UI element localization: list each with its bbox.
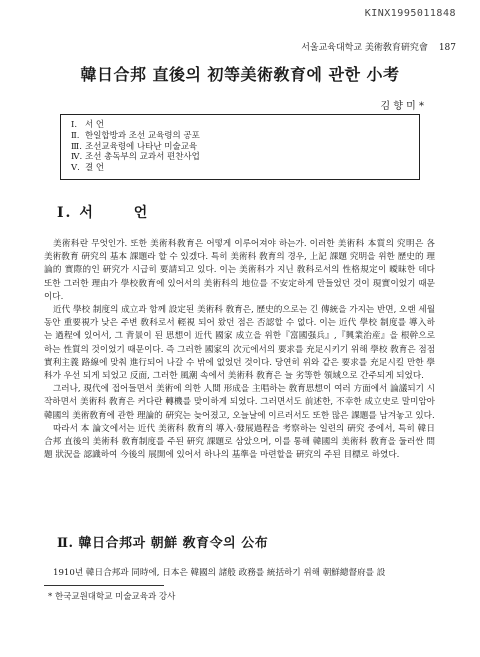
author-name: 김 향 미 * [380, 101, 424, 112]
section-1-body [44, 238, 435, 462]
section-2-heading [57, 532, 268, 551]
document-id: KINX1995011848 [364, 8, 456, 19]
footnote: * 한국교원대학교 미술교육과 강사 [48, 592, 176, 602]
section-2-number: Ⅱ. [57, 536, 74, 551]
running-head [301, 40, 456, 53]
paragraph: 그러나, 現代에 접어들면서 美術에 의한 人間 形成을 主唱하는 敎育思想이 여러 方面에서 論議되기 시작하면서 美術科 敎育은 커다란 轉機를 맞이하게 되었다. 그러면서도 前述한, 不幸한 成立史로 말미암아 韓國의 美術敎育에 관한 理論的 硏究는 늦어졌고, 오늘날에 이르러서도 또한 많은 課題를 남겨놓고 있다. [44, 384, 435, 421]
section-2-title: 韓日合邦과 朝鮮 敎育令의 公布 [78, 536, 269, 551]
toc-item: Ⅴ. 결 언 [71, 163, 105, 174]
table-of-contents [60, 114, 420, 180]
paper-title: 韓日合邦 直後의 初等美術敎育에 관한 小考 [80, 65, 400, 84]
toc-item: Ⅲ. 조선교육령에 나타난 미술교육 [71, 141, 198, 152]
section-2-body [44, 567, 435, 580]
section-1-heading [57, 202, 165, 222]
journal-name: 서울교육대학교 美術敎育硏究會 [301, 43, 428, 53]
toc-item: Ⅳ. 조선 총독부의 교과서 편찬사업 [71, 152, 200, 163]
footnote-divider [44, 585, 164, 586]
section-1-number: Ⅰ. [57, 205, 73, 221]
paragraph: 따라서 本 論文에서는 近代 美術科 敎育의 導入·發展過程을 考察하는 일련의 硏究 중에서, 특히 韓日合邦 直後의 美術科 敎育制度를 주된 硏究 課題로 삼았으며, 이를 통해 韓國의 美術科 敎育을 둘러싼 問題 狀況을 認識하여 今後의 展開에 있어서 하나의 基準을 마련할을 硏究의 주된 目標로 하였다. [44, 423, 435, 461]
section-1-title: 서 언 [79, 205, 166, 221]
paragraph: 1910년 韓日合邦과 同時에, 日本은 韓國의 諸般 政務를 統括하기 위해 朝鮮總督府를 設 [53, 568, 386, 578]
paragraph: 近代 學校 制度의 成立과 함께 設定된 美術科 敎育은, 歷史的으로는 긴 傳統을 가지는 반면, 오랜 세월 동안 重要視가 낮은 주변 敎科로서 輕視 되어 왔던 점은 否認할 수 없다. 이는 近代 學校 制度를 導入하는 過程에 있어서, 그 背景이 된 思想이 近代 國家 成立을 위한『富國强兵』,『興業治産』을 根幹으로 하는 性質의 것이었기 때문이다. 즉 그러한 國家의 次元에서의 要求를 充足시키기 위해 學校 敎育은 점점 實利主義 路線에 맞춰 進行되어 나갈 수 밖에 없었던 것이다. 당연히 위와 같은 要求를 充足시킬 만한 學科가 우선 되게 되었고 反面, 그러한 風潮 속에서 美術科 敎育은 늘 劣等한 領域으로 간주되게 되었다. [44, 305, 436, 382]
page-number: 187 [438, 43, 456, 53]
toc-item: Ⅱ. 한일합방과 조선 교육령의 공포 [71, 130, 200, 141]
toc-item: Ⅰ. 서 언 [71, 120, 105, 130]
paragraph: 美術科란 무엇인가. 또한 美術科敎育은 어떻게 이루어져야 하는가. 이러한 美術科 本質의 究明은 各 美術敎育 硏究의 基本 課題라 할 수 있겠다. 특히 美術科 敎育의 경우, 上記 課題 究明을 위한 歷史的 理論的 實際的인 硏究가 시급히 要請되고 있다. 이는 美術科가 지닌 敎科로서의 性格規定이 曖昧한 데다 또한 그러한 理由가 學校敎育에 있어서의 美術科의 地位를 不安定하게 만들었던 것이 現實이었기 때문이다. [44, 239, 435, 302]
